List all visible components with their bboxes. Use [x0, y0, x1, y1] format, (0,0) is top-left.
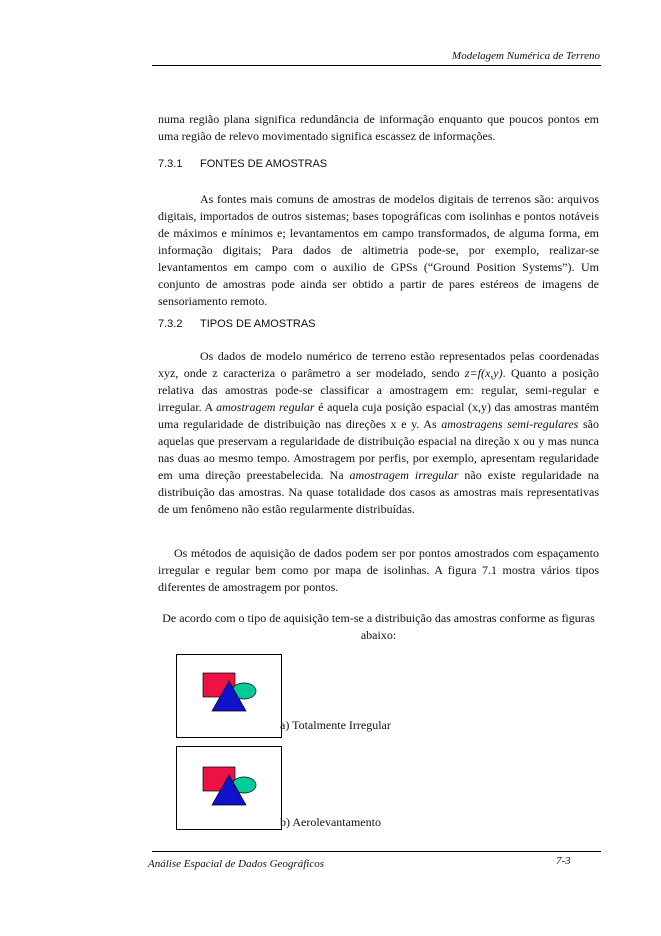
figure-a-caption: a) Totalmente Irregular [280, 718, 391, 732]
running-footer: Análise Espacial de Dados Geográficos [148, 858, 324, 870]
paragraph-1: numa região plana significa redundância de informação enquanto que poucos pontos em uma região de relevo movimentado significa escassez de informações. [158, 112, 599, 143]
p3-text-3: é aquela cuja posição espacial (x,y) das amostras mantém uma regularidade de distribuição nas direções x e y. As [158, 400, 599, 431]
figure-b [176, 746, 282, 830]
section-heading-1 [158, 158, 327, 170]
section-heading-2 [158, 318, 316, 330]
figure-b-caption: b) Aerolevantamento [280, 815, 381, 829]
p3-text-5: não existe regularidade na distribuição das amostras. Na quase totalidade dos casos as amostras mais representativas de um fenômeno não estão regularmente distribuídas. [158, 468, 600, 516]
p3-text-4: são aquelas que preservam a regularidade de distribuição espacial na direção x ou y mas nunca nas duas ao mesmo tempo. Amostragem por perfis, por exemplo, apresentam regularidade em uma direção preestabelecida. Na [158, 417, 600, 482]
p3-emph-1: z=f(x,y) [464, 366, 503, 380]
page-number: 7-3 [556, 855, 571, 867]
section-title-2: TIPOS DE AMOSTRAS [200, 318, 316, 330]
p3-text-1: Os dados de modelo numérico de terreno estão representados pelas coordenadas xyz, onde z caracteriza o parâmetro a ser modelado, sendo [158, 349, 599, 380]
header-rule [152, 65, 601, 66]
footer-rule [152, 851, 601, 852]
section-number-1: 7.3.1 [158, 158, 183, 170]
p3-emph-4: amostragem irregular [349, 468, 459, 482]
paragraph-3 [158, 348, 599, 518]
figure-b-shapes [177, 747, 281, 829]
p3-emph-2: amostragem regular [216, 400, 315, 414]
figure-a [176, 654, 282, 738]
figure-a-shapes [177, 655, 281, 737]
p3-emph-3: amostragens semi-regulares [441, 417, 579, 431]
p3-text-2: . Quanto a posição relativa das amostras pode-se classificar a amostragem em: regular, semi-regular e irregular. A [158, 366, 599, 414]
paragraph-4: Os métodos de aquisição de dados podem ser por pontos amostrados com espaçamento irregular e regular bem como por mapa de isolinhas. A figura 7.1 mostra vários tipos diferentes de amostragem por pontos. [158, 546, 599, 594]
section-number-2: 7.3.2 [158, 318, 183, 330]
running-header: Modelagem Numérica de Terreno [452, 50, 600, 62]
paragraph-2: As fontes mais comuns de amostras de modelos digitais de terrenos são: arquivos digitais, importados de outros sistemas; bases topográficas com isolinhas e pontos notáveis de máximos e mínimos e; levantamentos em campo transformados, de alguma forma, em informação digitais; Para dados de altimetria pode-se, por exemplo, realizar-se levantamentos em campo com o auxilio de GPSs (“Ground Position Systems”). Um conjunto de amostras pode ainda ser obtido a partir de pares estéreos de imagens de sensoriamento remoto. [158, 192, 599, 308]
section-title-1: FONTES DE AMOSTRAS [200, 158, 328, 170]
paragraph-5: De acordo com o tipo de aquisição tem-se a distribuição das amostras conforme as figuras abaixo: [162, 611, 595, 642]
